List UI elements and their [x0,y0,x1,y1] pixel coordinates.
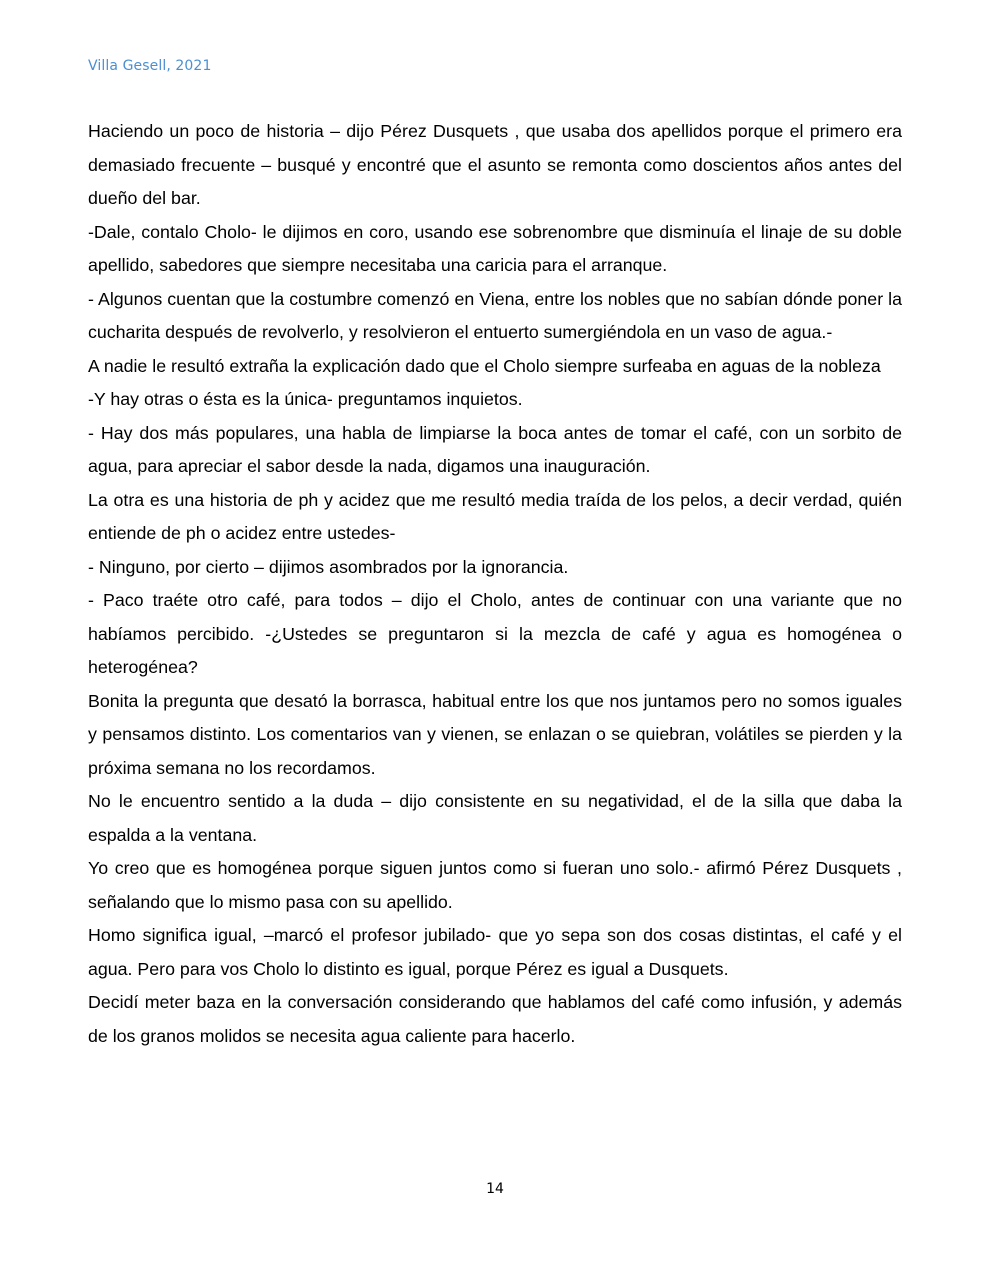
paragraph: A nadie le resultó extraña la explicación dado que el Cholo siempre surfeaba en aguas de la nobleza [88,355,881,376]
paragraph: - Algunos cuentan que la costumbre comenzó en Viena, entre los nobles que no sabían dónde poner la cucharita después de revolverlo, y resolvieron el entuerto sumergiéndola en un vaso de agua.- [88,288,902,342]
paragraph: La otra es una historia de ph y acidez que me resultó media traída de los pelos, a decir verdad, quién entiende de ph o acidez entre ustedes- [88,489,902,543]
paragraph: - Ninguno, por cierto – dijimos asombrados por la ignorancia. [88,556,569,577]
paragraph: Haciendo un poco de historia – dijo Pérez Dusquets , que usaba dos apellidos porque el primero era demasiado frecuente – busqué y encontré que el asunto se remonta como doscientos años antes del dueño del bar. [88,121,902,208]
page-header: Villa Gesell, 2021 [88,58,212,74]
paragraph: Homo significa igual, –marcó el profesor jubilado- que yo sepa son dos cosas distintas, el café y el agua. Pero para vos Cholo lo distinto es igual, porque Pérez es igual a Dusquets. [88,925,902,979]
paragraph: No le encuentro sentido a la duda – dijo consistente en su negatividad, el de la silla que daba la espalda a la ventana. [88,791,902,845]
body-text [88,115,902,1053]
paragraph: - Paco traéte otro café, para todos – dijo el Cholo, antes de continuar con una variante que no habíamos percibido. -¿Ustedes se preguntaron si la mezcla de café y agua es homogénea o heterogénea? [88,590,902,677]
paragraph: Decidí meter baza en la conversación considerando que hablamos del café como infusión, y además de los granos molidos se necesita agua caliente para hacerlo. [88,992,902,1046]
paragraph: Bonita la pregunta que desató la borrasca, habitual entre los que nos juntamos pero no somos iguales y pensamos distinto. Los comentarios van y vienen, se enlazan o se quiebran, volátiles se pierden y la próxima semana no los recordamos. [88,690,902,778]
paragraph: -Y hay otras o ésta es la única- preguntamos inquietos. [88,389,523,409]
page-number: 14 [486,1181,504,1197]
paragraph: - Hay dos más populares, una habla de limpiarse la boca antes de tomar el café, con un sorbito de agua, para apreciar el sabor desde la nada, digamos una inauguración. [88,422,902,476]
paragraph: Yo creo que es homogénea porque siguen juntos como si fueran uno solo.- afirmó Pérez Dusquets , señalando que lo mismo pasa con su apellido. [88,858,902,912]
paragraph: -Dale, contalo Cholo- le dijimos en coro, usando ese sobrenombre que disminuía el linaje de su doble apellido, sabedores que siempre necesitaba una caricia para el arranque. [88,221,902,275]
